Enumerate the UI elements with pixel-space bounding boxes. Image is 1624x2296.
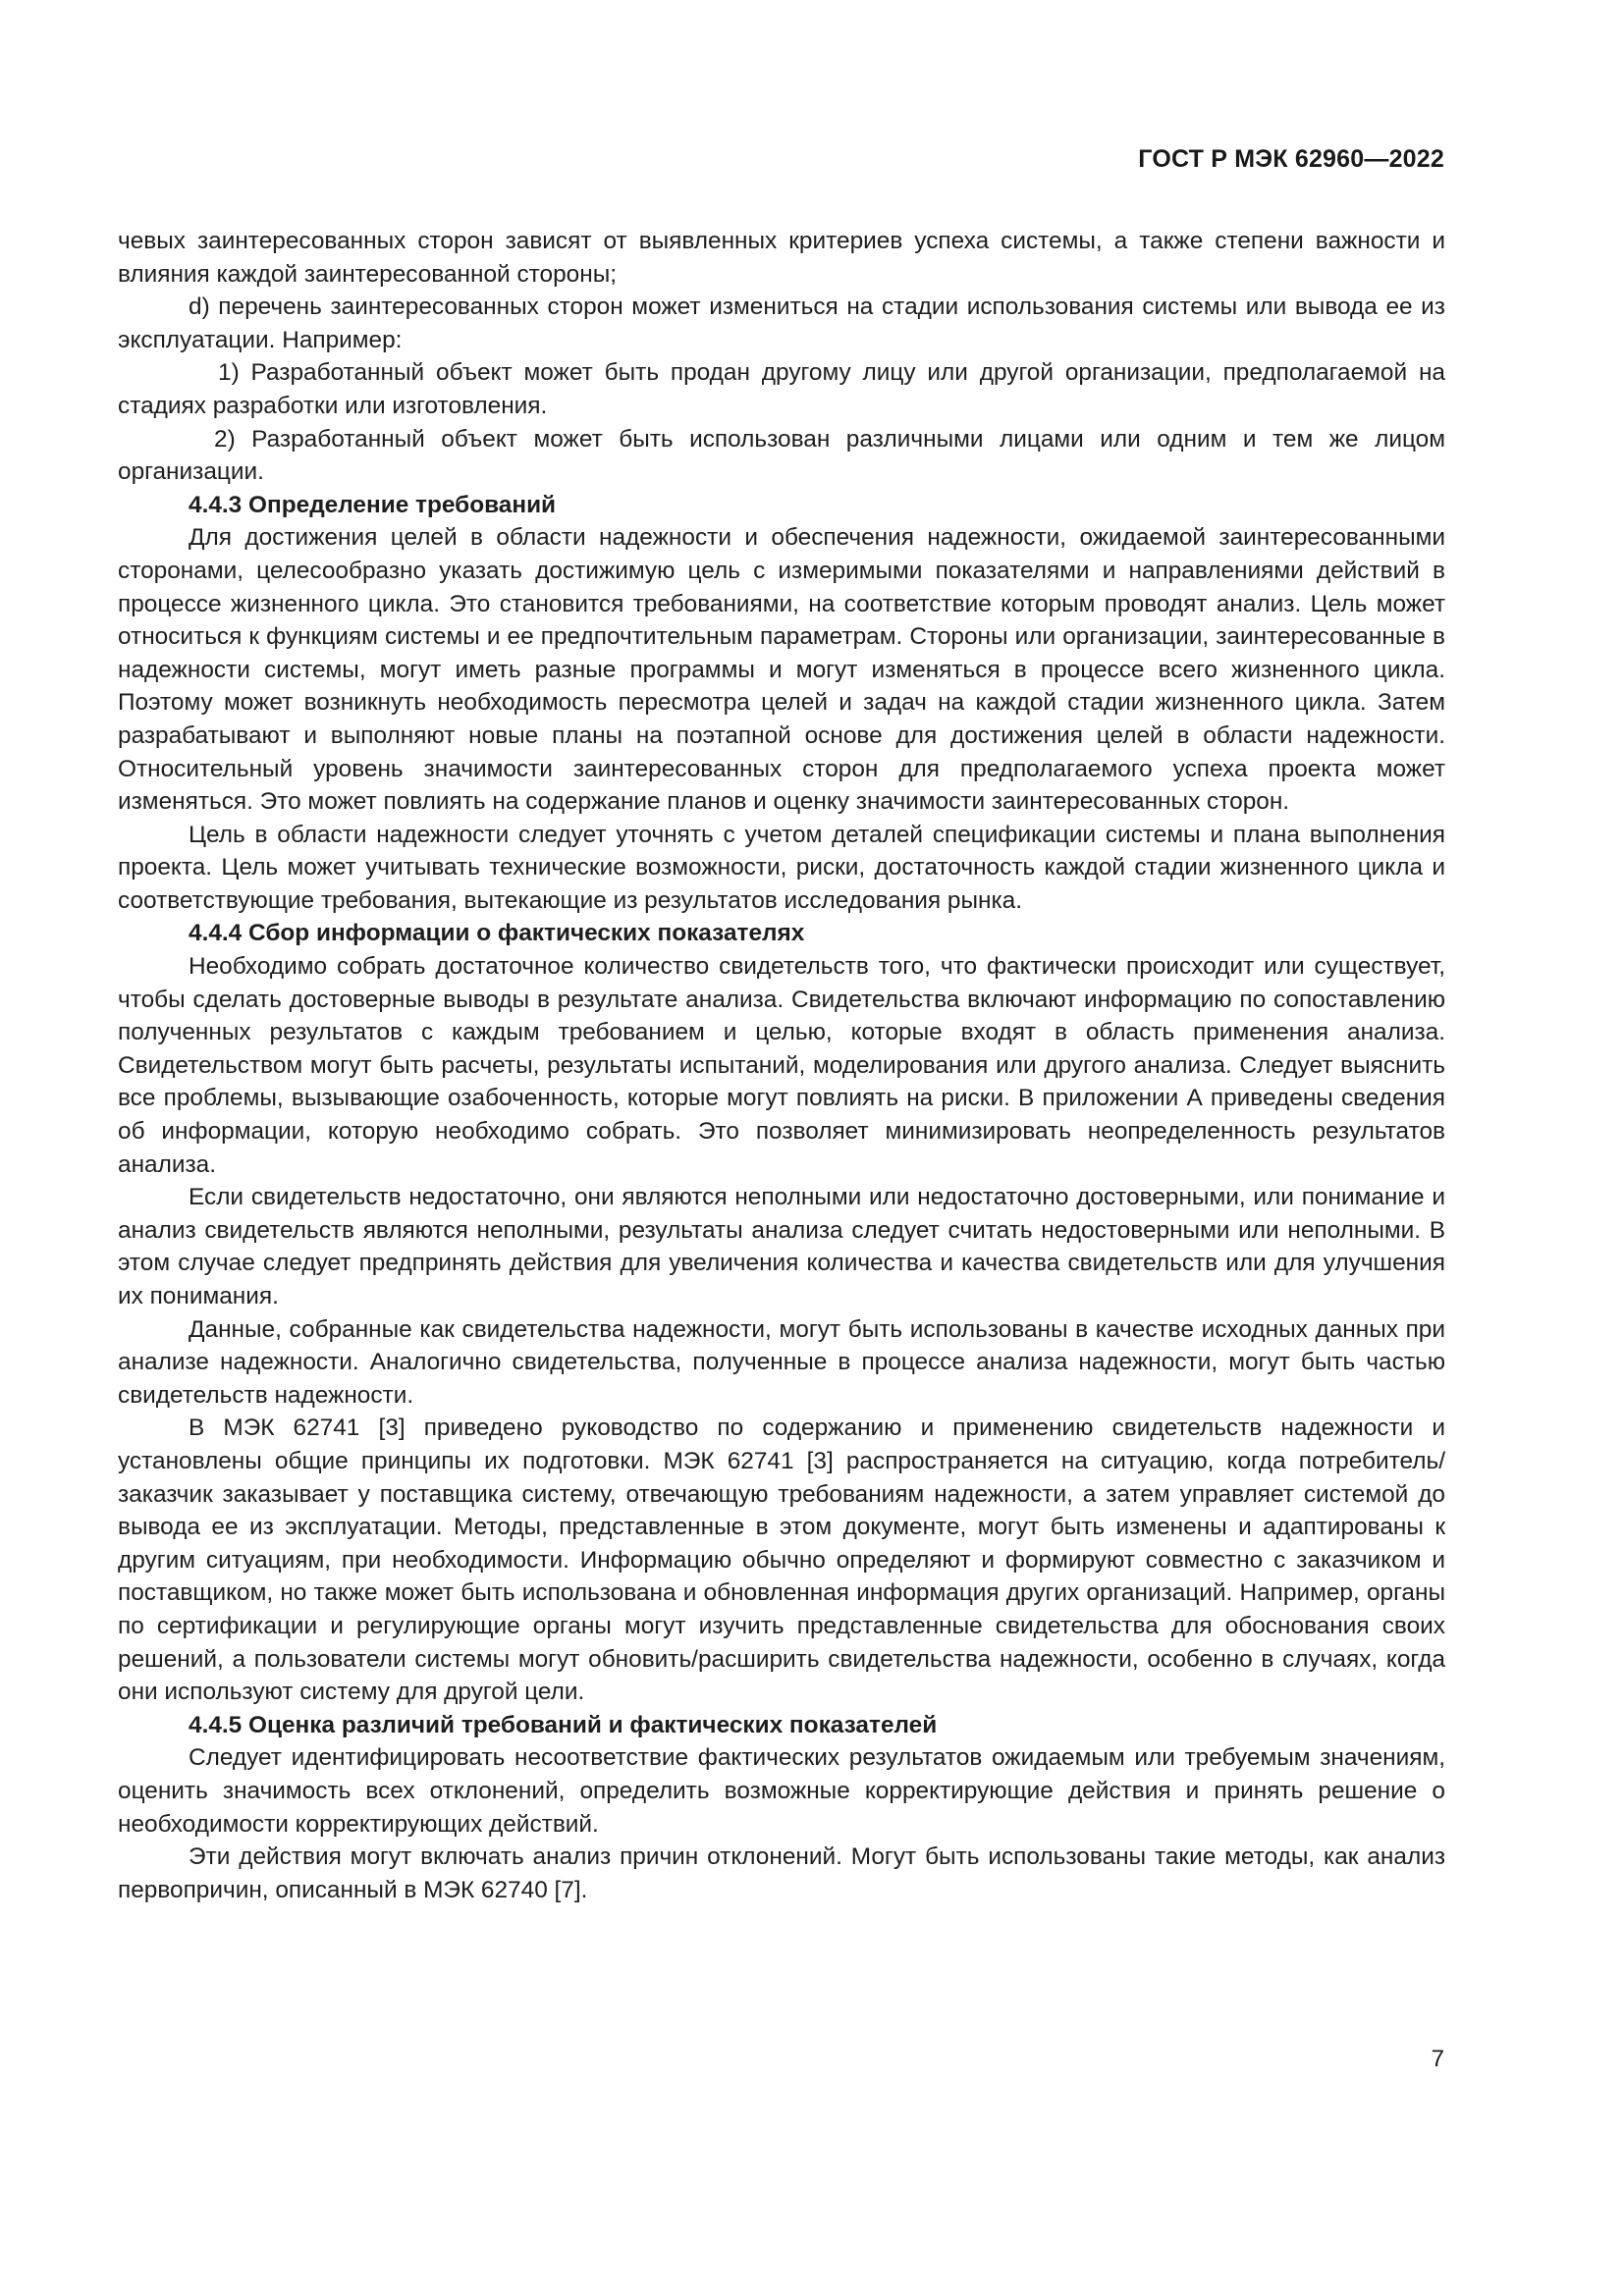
paragraph: В МЭК 62741 [3] приведено руководство по содержанию и применению свидетельств надежности и установлены общие принципы их подготовки. МЭК 62741 [3] распространяется на ситуацию, когда потребитель/заказчик заказывает у поставщика систему, отвечающую требованиям надежности, а затем управляет системой до вывода ее из эксплуатации. Методы, представленные в этом документе, могут быть изменены и адаптированы к другим ситуациям, при необходимости. Информацию обычно определяют и формируют совместно с заказчиком и поставщиком, но также может быть использована и обновленная информация других организаций. Например, органы по сертификации и регулирующие органы могут изучить представленные свидетельства для обоснования своих решений, а пользователи системы могут обновить/расширить свидетельства надежности, особенно в случаях, когда они используют систему для другой цели. [118, 1415, 1445, 1706]
paragraph-continuation: чевых заинтересованных сторон зависят от выявленных критериев успеха системы, а также степени важности и влияния каждой заинтересованной стороны; [118, 228, 1445, 288]
standard-designation: ГОСТ Р МЭК 62960—2022 [1138, 145, 1444, 173]
section-heading-4-4-4: 4.4.4 Сбор информации о фактических показателях [189, 920, 805, 947]
paragraph: Цель в области надежности следует уточнять с учетом деталей спецификации системы и плана выполнения проекта. Цель может учитывать технические возможности, риски, достаточность каждой стадии жизненного цикла и соответствующие требования, вытекающие из результатов исследования рынка. [118, 821, 1445, 914]
paragraph: Следует идентифицировать несоответствие фактических результатов ожидаемым или требуемым значениям, оценить значимость всех отклонений, определить возможные корректирующие действия и принять решение о необходимости корректирующих действий. [118, 1744, 1445, 1838]
paragraph: Для достижения целей в области надежности и обеспечения надежности, ожидаемой заинтересованными сторонами, целесообразно указать достижимую цель с измеримыми показателями и направлениями действий в процессе жизненного цикла. Это становится требованиями, на соответствие которым проводят анализ. Цель может относиться к функциям системы и ее предпочтительным параметрам. Стороны или организации, заинтересованные в надежности системы, могут иметь разные программы и могут изменяться в процессе всего жизненного цикла. Поэтому может возникнуть необходимость пересмотра целей и задач на каждой стадии жизненного цикла. Затем разрабатывают и выполняют новые планы на поэтапной основе для достижения целей в области надежности. Относительный уровень значимости заинтересованных сторон для предполагаемого успеха проекта может изменяться. Это может повлиять на содержание планов и оценку значимости заинтересованных сторон. [118, 524, 1445, 816]
sub-item-1: 1) Разработанный объект может быть продан другому лицу или другой организации, предполагаемой на стадиях разработки или изготовления. [118, 359, 1445, 419]
paragraph: Если свидетельств недостаточно, они являются неполными или недостаточно достоверными, или понимание и анализ свидетельств являются неполными, результаты анализа следует считать недостоверными или неполными. В этом случае следует предпринять действия для увеличения количества и качества свидетельств или для улучшения их понимания. [118, 1184, 1445, 1309]
section-heading-4-4-3: 4.4.3 Определение требований [189, 491, 557, 518]
paragraph: Данные, собранные как свидетельства надежности, могут быть использованы в качестве исходных данных при анализе надежности. Аналогично свидетельства, полученные в процессе анализа надежности, могут быть частью свидетельств надежности. [118, 1315, 1445, 1409]
document-body [118, 225, 1445, 1906]
page-number: 7 [1431, 2046, 1444, 2072]
paragraph: Эти действия могут включать анализ причин отклонений. Могут быть использованы такие методы, как анализ первопричин, описанный в МЭК 62740 [7]. [118, 1843, 1445, 1903]
paragraph: Необходимо собрать достаточное количество свидетельств того, что фактически происходит или существует, чтобы сделать достоверные выводы в результате анализа. Свидетельства включают информацию по сопоставлению полученных результатов с каждым требованием и целью, которые входят в область применения анализа. Свидетельством могут быть расчеты, результаты испытаний, моделирования или другого анализа. Следует выяснить все проблемы, вызывающие озабоченность, которые могут повлиять на риски. В приложении А приведены сведения об информации, которую необходимо собрать. Это позволяет минимизировать неопределенность результатов анализа. [118, 953, 1445, 1178]
section-heading-4-4-5: 4.4.5 Оценка различий требований и фактических показателей [189, 1711, 938, 1738]
list-item-d: d) перечень заинтересованных сторон может измениться на стадии использования системы или вывода ее из эксплуатации. Например: [118, 294, 1445, 353]
sub-item-2: 2) Разработанный объект может быть использован различными лицами или одним и тем же лицом организации. [118, 425, 1445, 486]
